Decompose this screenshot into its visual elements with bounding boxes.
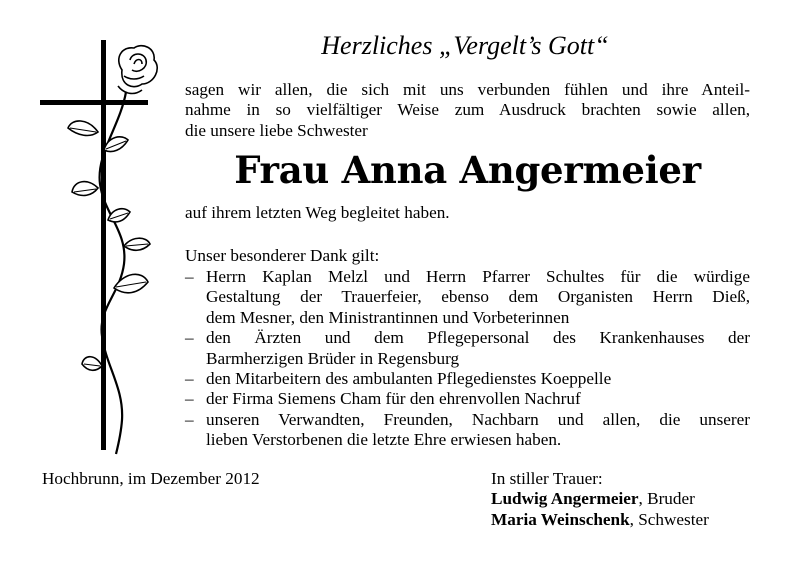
mourner-entry xyxy=(491,489,709,509)
list-item xyxy=(185,369,750,389)
list-item-line: dem Mesner, den Ministrantinnen und Vorbeterinnen xyxy=(206,307,570,327)
list-item-line: den Ärzten und dem Pflegepersonal des Krankenhauses der xyxy=(206,328,750,348)
intro-line: die unsere liebe Schwester xyxy=(185,120,368,140)
intro-line: sagen wir allen, die sich mit uns verbunden fühlen und ihre Anteil- xyxy=(185,80,750,99)
thank-you-heading: Herzliches „Vergelt’s Gott“ xyxy=(321,31,609,60)
dash-bullet: – xyxy=(185,328,194,348)
list-item-line: der Firma Siemens Cham für den ehrenvollen Nachruf xyxy=(206,389,581,409)
thanks-label: Unser besonderer Dank gilt: xyxy=(185,246,380,265)
intro-paragraph xyxy=(185,80,750,141)
list-item xyxy=(185,267,750,328)
mourner-relation: , Schwester xyxy=(629,509,709,529)
mourner-relation: , Bruder xyxy=(638,489,695,509)
mourner-entry xyxy=(491,510,709,530)
intro-line: nahme in so vielfältiger Weise zum Ausdruck brachten sowie allen, xyxy=(185,100,750,120)
list-item-line: unseren Verwandten, Freunden, Nachbarn und allen, die unserer xyxy=(206,409,750,429)
mourning-label: In stiller Trauer: xyxy=(491,469,603,488)
deceased-name: Frau Anna Angermeier xyxy=(234,148,701,192)
cross-with-rose-icon xyxy=(38,36,168,456)
mourner-name: Maria Weinschenk xyxy=(491,509,630,529)
list-item-line: Barmherzigen Brüder in Regensburg xyxy=(206,348,460,368)
list-item-line: Herrn Kaplan Melzl und Herrn Pfarrer Schultes für die würdige xyxy=(206,267,750,286)
list-item-line: Gestaltung der Trauerfeier, ebenso dem Organisten Herrn Dieß, xyxy=(206,287,750,307)
dash-bullet: – xyxy=(185,369,194,389)
place-date: Hochbrunn, im Dezember 2012 xyxy=(42,469,260,488)
list-item-line: den Mitarbeitern des ambulanten Pflegedienstes Koeppelle xyxy=(206,369,612,389)
mourners-block xyxy=(491,469,709,530)
list-item-line: lieben Verstorbenen die letzte Ehre erwiesen haben. xyxy=(206,430,562,450)
escort-text: auf ihrem letzten Weg begleitet haben. xyxy=(185,203,450,222)
list-item xyxy=(185,328,750,369)
dash-bullet: – xyxy=(185,409,194,429)
dash-bullet: – xyxy=(185,389,194,409)
list-item xyxy=(185,410,750,451)
dash-bullet: – xyxy=(185,267,194,286)
list-item xyxy=(185,389,750,409)
thanks-list xyxy=(185,267,750,451)
mourner-name: Ludwig Angermeier xyxy=(491,489,639,509)
